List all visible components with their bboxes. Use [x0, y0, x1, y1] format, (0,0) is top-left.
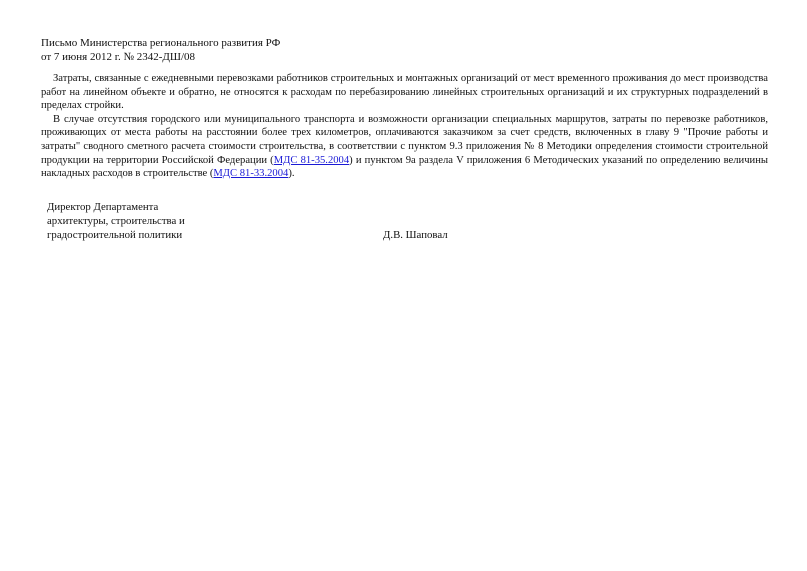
document-body	[41, 72, 768, 181]
signature-block	[47, 200, 185, 242]
paragraph-2	[41, 113, 768, 181]
signer-position-line-1: Директор Департамента	[47, 201, 159, 213]
link-mds-81-35-2004[interactable]: МДС 81-35.2004	[273, 154, 350, 166]
link-mds-81-33-2004[interactable]: МДС 81-33.2004	[213, 168, 289, 180]
paragraph-2-text-start: В случае отсутствия городского или муниципального транспорта и возможности организации специальных маршрутов, затраты по перевозке работников, проживающих от места работы на расстоянии более трех километров, оплачиваются заказчиком за счет средств, включенных в главу 9 "Прочие работы и затраты" сводного сметного расчета стоимости строительства, в соответствии с пунктом 9.3 приложения № 8 Методики определения стоимости строительной продукции на территории Российской Федерации (	[41, 113, 768, 166]
header-title: Письмо Министерства регионального развития РФ	[41, 37, 281, 49]
signer-position-line-2: архитектуры, строительства и	[47, 215, 185, 227]
signer-position-line-3: градостроительной политики	[47, 229, 183, 241]
document-header	[41, 36, 280, 64]
paragraph-1: Затраты, связанные с ежедневными перевозками работников строительных и монтажных организаций от мест временного проживания до мест производства работ на линейном объекте и обратно, не относятся к расходам по перебазированию линейных строительных организаций и их структурных подразделений в пределах стройки.	[41, 73, 768, 112]
paragraph-2-text-end: ).	[288, 168, 295, 180]
signer-name: Д.В. Шаповал	[383, 229, 448, 241]
paragraph-2-text-middle: ) и пунктом 9а раздела V приложения 6 Методических указаний по определению величины накладных расходов в строительстве (	[41, 154, 768, 180]
header-date-number: от 7 июня 2012 г. № 2342-ДШ/08	[41, 51, 196, 63]
